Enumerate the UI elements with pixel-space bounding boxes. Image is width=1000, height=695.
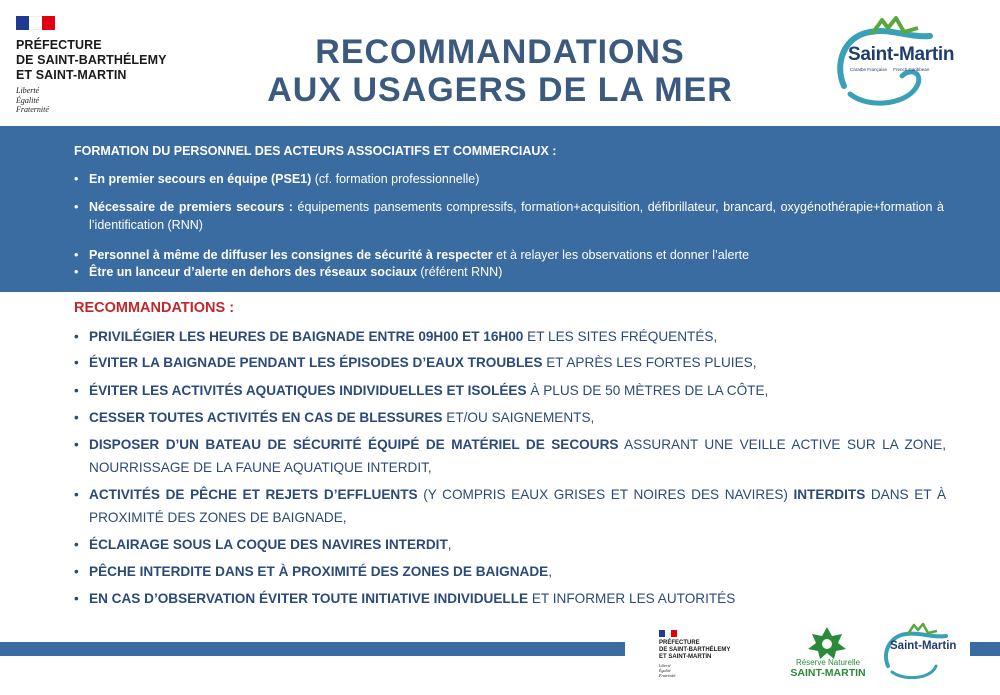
formation-item: • En premier secours en équipe (PSE1) (cf. formation professionnelle) <box>74 172 480 186</box>
footer-bar <box>0 642 625 656</box>
formation-item: • Être un lanceur d’alerte en dehors des réseaux sociaux (référent RNN) <box>74 265 503 279</box>
bullet-icon: • <box>74 410 79 425</box>
french-flag-icon <box>659 630 677 637</box>
formation-heading: FORMATION DU PERSONNEL DES ACTEURS ASSOCIATIFS ET COMMERCIAUX : <box>74 144 557 158</box>
page-title: RECOMMANDATIONS AUX USAGERS DE LA MER <box>267 33 733 109</box>
bullet-icon: • <box>74 329 79 344</box>
bullet-icon: • <box>74 265 79 279</box>
recommendations-heading: RECOMMANDATIONS : <box>74 300 235 316</box>
formation-item: • Personnel à même de diffuser les consignes de sécurité à respecter et à relayer les observations et donner l’alerte <box>74 248 750 262</box>
footer-prefecture-name: PRÉFECTURE DE SAINT-BARTHÉLEMY ET SAINT-MARTIN <box>659 640 731 660</box>
bullet-icon: • <box>74 564 79 579</box>
footer-bar-right <box>970 642 1000 656</box>
footer-saint-martin-logo <box>880 622 965 684</box>
bullet-icon: • <box>74 172 79 186</box>
bullet-icon: • <box>74 437 79 452</box>
recommendation-item: • CESSER TOUTES ACTIVITÉS EN CAS DE BLESSURES ET/OU SAIGNEMENTS, <box>74 406 946 429</box>
saint-martin-logo-subtitle: Caraïbe Française French Caribbean <box>850 67 930 72</box>
prefecture-name: PRÉFECTURE DE SAINT-BARTHÉLEMY ET SAINT-MARTIN <box>16 38 167 82</box>
reserve-star-icon <box>782 625 872 659</box>
recommendation-item: • ÉVITER LA BAIGNADE PENDANT LES ÉPISODES D’EAUX TROUBLES ET APRÈS LES FORTES PLUIES, <box>74 351 946 374</box>
recommendation-item: • EN CAS D’OBSERVATION ÉVITER TOUTE INITIATIVE INDIVIDUELLE ET INFORMER LES AUTORITÉS <box>74 587 946 610</box>
saint-martin-swirl-icon <box>880 622 965 684</box>
reserve-naturelle-logo <box>782 625 872 685</box>
recommendation-item: • ÉVITER LES ACTIVITÉS AQUATIQUES INDIVIDUELLES ET ISOLÉES À PLUS DE 50 MÈTRES DE LA CÔTE, <box>74 379 946 402</box>
formation-item: • Nécessaire de premiers secours : équipements pansements compressifs, formation+acquisition, défibrillateur, brancard, oxygénothérapie+formation à l’identification (RNN) <box>74 200 944 232</box>
prefecture-logo <box>8 6 198 118</box>
bullet-icon: • <box>74 200 79 214</box>
bullet-icon: • <box>74 537 79 552</box>
saint-martin-logo <box>830 14 960 114</box>
recommendation-item: • PRIVILÉGIER LES HEURES DE BAIGNADE ENTRE 09H00 ET 16H00 ET LES SITES FRÉQUENTÉS, <box>74 325 946 348</box>
formation-section <box>0 126 1000 292</box>
footer-prefecture-logo <box>653 625 763 685</box>
bullet-icon: • <box>74 248 79 262</box>
reserve-label: Réserve Naturelle <box>795 658 861 667</box>
saint-martin-logo-text: Saint-Martin <box>848 44 955 65</box>
footer-saint-martin-text: Saint-Martin <box>890 640 957 652</box>
recommendation-item: • PÊCHE INTERDITE DANS ET À PROXIMITÉ DES ZONES DE BAIGNADE, <box>74 560 946 583</box>
bullet-icon: • <box>74 591 79 606</box>
recommendation-item: • DISPOSER D’UN BATEAU DE SÉCURITÉ ÉQUIPÉ DE MATÉRIEL DE SECOURS ASSURANT UNE VEILLE ACTIVE SUR LA ZONE, NOURRISSAGE DE LA FAUNE AQUATIQUE INTERDIT, <box>74 433 946 479</box>
reserve-label-name: SAINT-MARTIN <box>790 667 866 679</box>
recommendation-item: • ÉCLAIRAGE SOUS LA COQUE DES NAVIRES INTERDIT, <box>74 533 946 556</box>
footer-republic-motto: Liberté Égalité Fraternité <box>659 663 676 678</box>
bullet-icon: • <box>74 355 79 370</box>
republic-motto: Liberté Égalité Fraternité <box>16 86 49 114</box>
bullet-icon: • <box>74 383 79 398</box>
french-flag-icon <box>16 16 56 30</box>
recommendation-item: • ACTIVITÉS DE PÊCHE ET REJETS D’EFFLUENTS (Y COMPRIS EAUX GRISES ET NOIRES DES NAVIRES) INTERDITS DANS ET À PROXIMITÉ DES ZONES DE BAIGNADE, <box>74 483 946 529</box>
bullet-icon: • <box>74 487 79 502</box>
